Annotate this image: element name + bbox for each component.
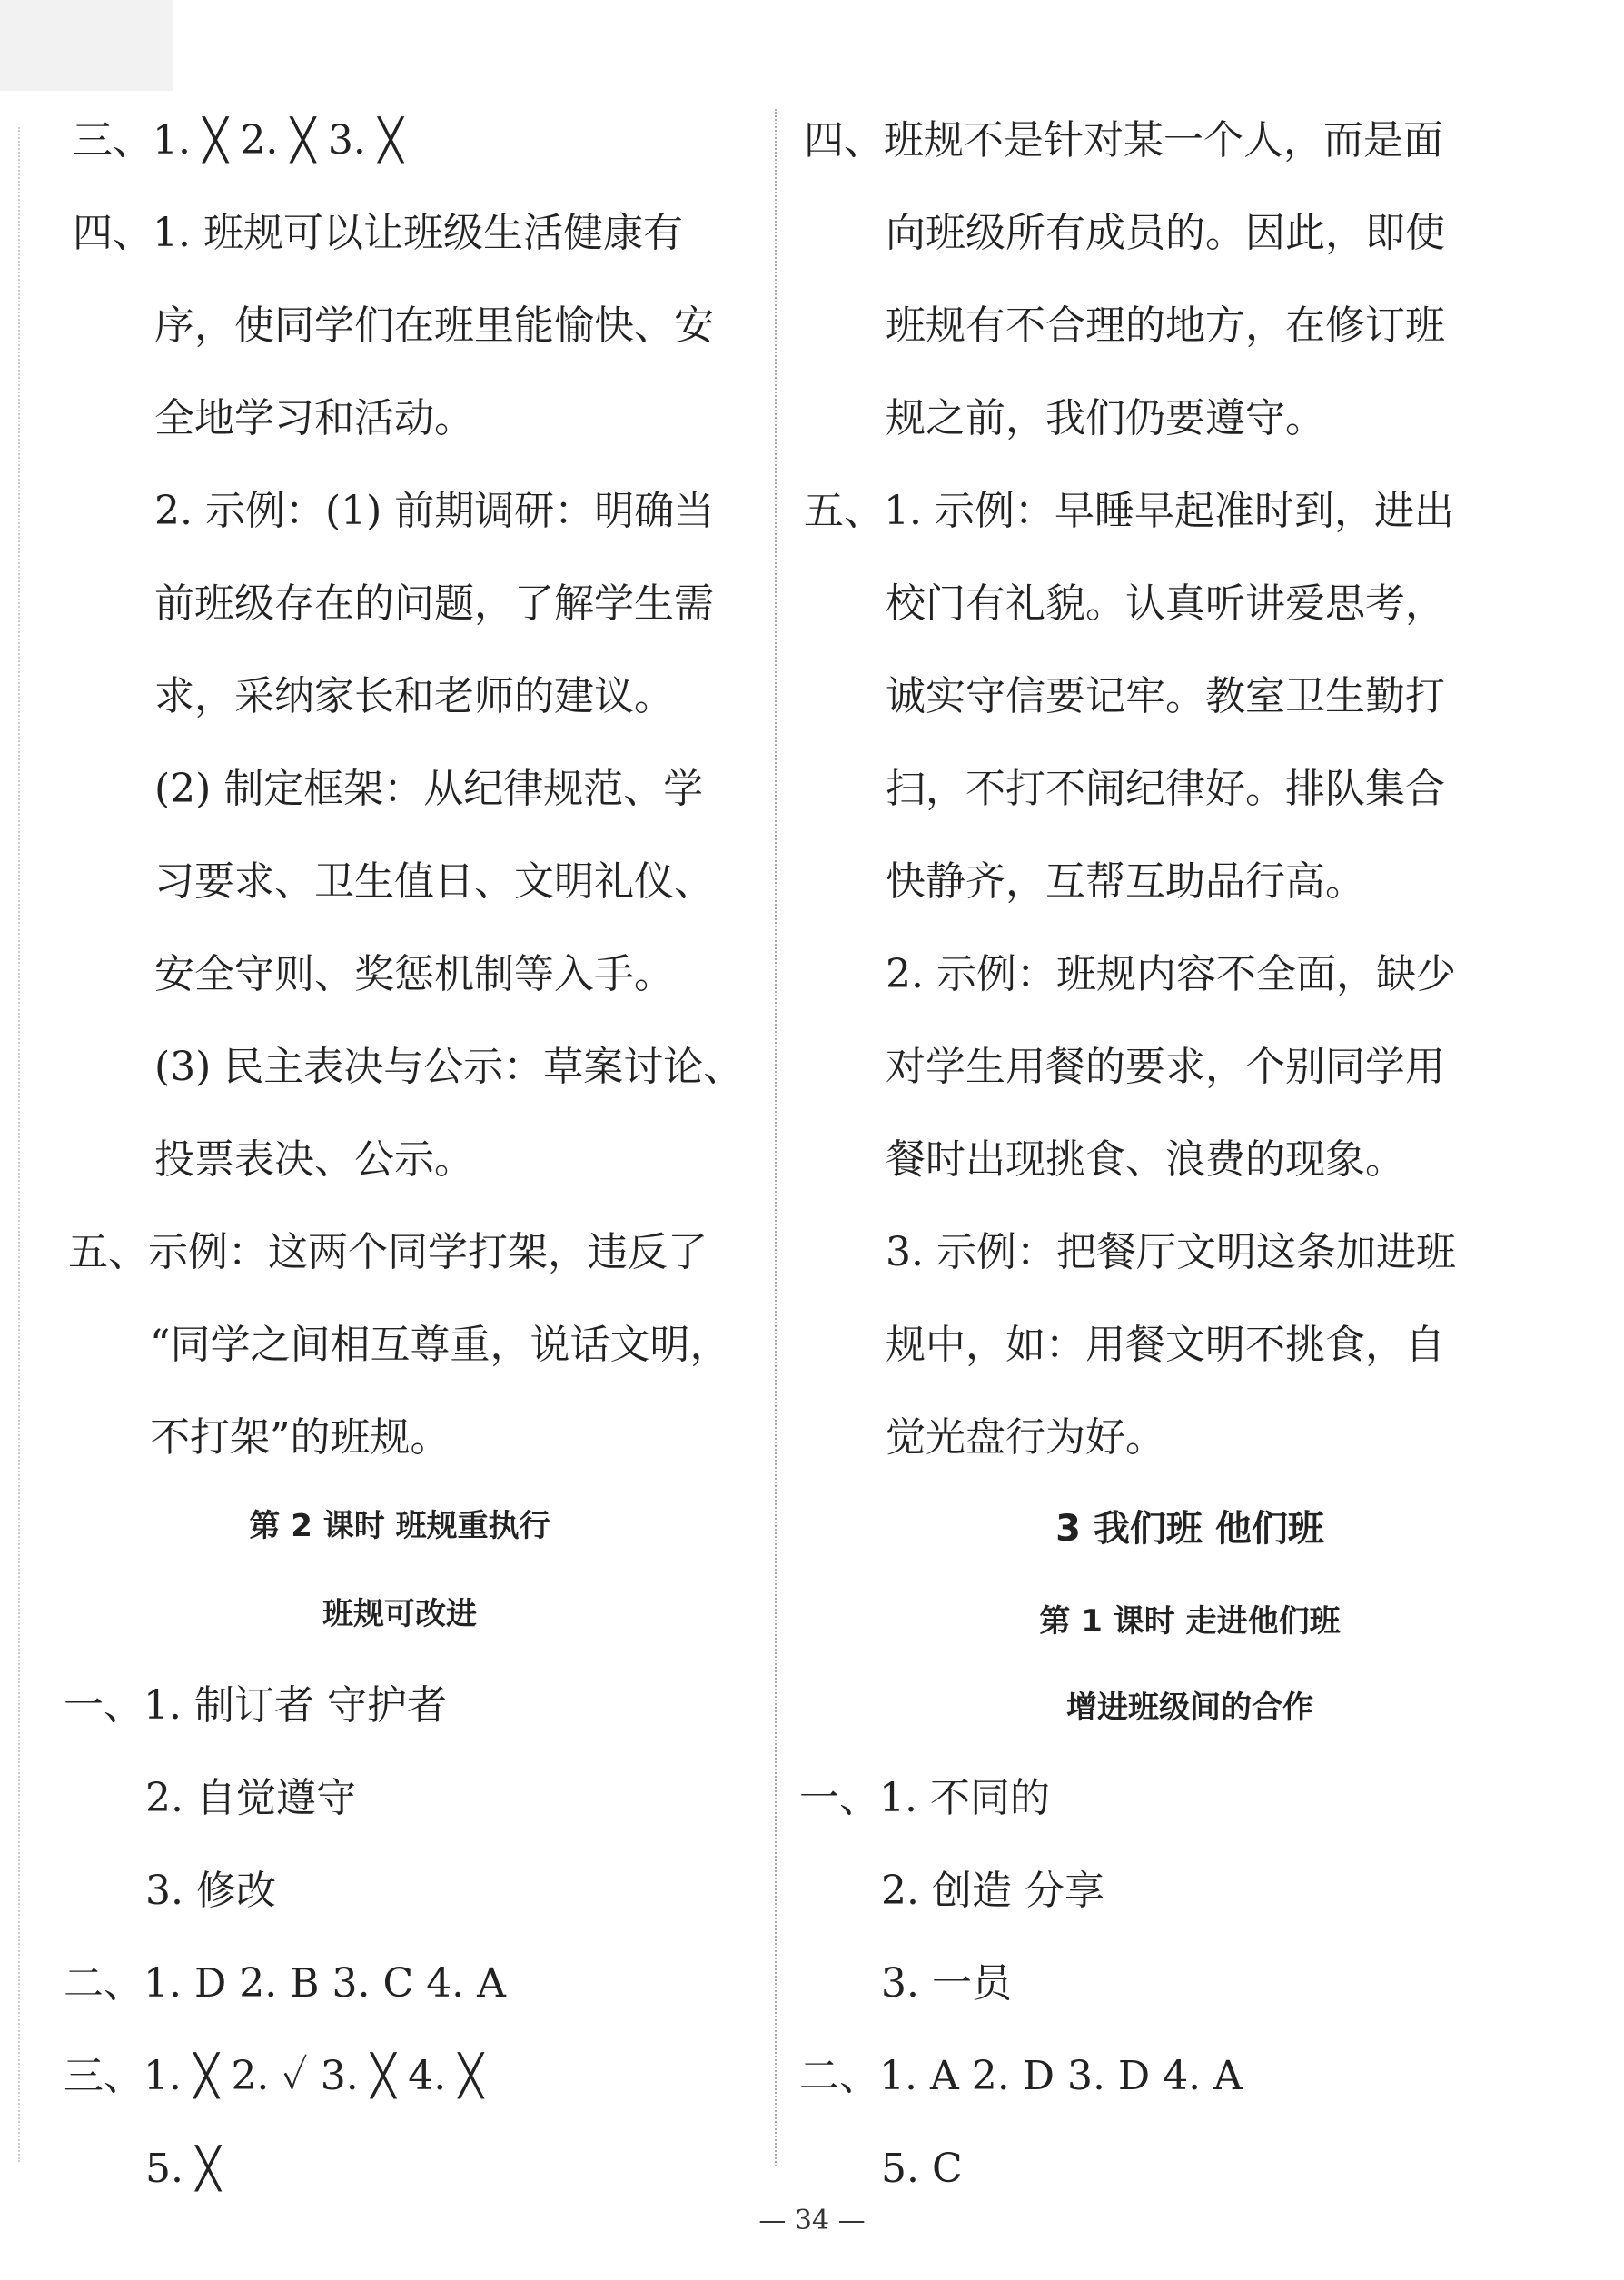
answer-line: 快静齐，互帮互助品行高。 [886,858,1365,905]
answer-line: 向班级所有成员的。因此，即使 [886,210,1445,256]
answer-line: 餐时出现挑食、浪费的现象。 [886,1136,1405,1183]
answer-line: 校门有礼貌。认真听讲爱思考， [886,580,1445,627]
answer-line: “同学之间相互尊重，说话文明， [150,1322,730,1368]
scan-corner-mark [0,0,173,91]
lesson-title: 第 1 课时 走进他们班 [1039,1603,1341,1640]
answer-line: 规之前，我们仍要遵守。 [886,395,1325,441]
answer-line: 规中，如：用餐文明不挑食，自 [886,1322,1445,1368]
answer-line: 求，采纳家长和老师的建议。 [154,673,674,719]
answer-line: 五、示例：这两个同学打架，违反了 [68,1229,708,1275]
answer-line: 5. ╳ [145,2146,221,2192]
answer-line: 2. 示例：班规内容不全面，缺少 [886,951,1456,997]
chapter-title: 3 我们班 他们班 [1055,1508,1324,1550]
answer-line: 2. 示例：(1) 前期调研：明确当 [154,488,715,534]
answer-line: 三、1. ╳ 2. ✓ 3. ╳ 4. ╳ [64,2053,483,2099]
answer-line: (3) 民主表决与公示：草案讨论、 [154,1044,744,1090]
answer-line: 习要求、卫生值日、文明礼仪、 [154,858,714,905]
page-number: — 34 — [758,2205,866,2236]
answer-line: 全地学习和活动。 [154,395,474,441]
section-title: 增进班级间的合作 [1066,1690,1313,1726]
answer-line: 一、1. 不同的 [799,1775,1050,1821]
answer-line: 诚实守信要记牢。教室卫生勤打 [886,673,1445,719]
answer-line: 觉光盘行为好。 [886,1414,1165,1461]
answer-line: (2) 制定框架：从纪律规范、学 [154,766,704,812]
answer-line: 3. 一员 [881,1960,1012,2007]
answer-line: 前班级存在的问题，了解学生需 [154,580,714,627]
answer-line: 三、1. ╳ 2. ╳ 3. ╳ [73,117,403,164]
answer-line: 五、1. 示例：早睡早起准时到，进出 [804,488,1454,534]
answer-line: 对学生用餐的要求，个别同学用 [886,1044,1445,1090]
lesson-title: 第 2 课时 班规重执行 [249,1508,550,1544]
answer-line: 二、1. D 2. B 3. C 4. A [64,1960,506,2007]
answer-line: 5. C [881,2146,963,2192]
section-title: 班规可改进 [322,1596,477,1632]
answer-line: 四、班规不是针对某一个人，而是面 [804,117,1443,164]
answer-line: 投票表决、公示。 [154,1136,474,1183]
answer-line: 扫，不打不闹纪律好。排队集合 [886,766,1445,812]
left-margin-rule [18,127,20,2162]
column-divider [775,109,777,2166]
answer-line: 四、1. 班规可以让班级生活健康有 [73,210,683,256]
answer-line: 3. 示例：把餐厅文明这条加进班 [886,1229,1456,1275]
answer-line: 序，使同学们在班里能愉快、安 [154,302,714,349]
answer-line: 2. 自觉遵守 [145,1775,356,1821]
answer-line: 3. 修改 [145,1868,276,1914]
answer-line: 安全守则、奖惩机制等入手。 [154,951,674,997]
answer-line: 2. 创造 分享 [881,1868,1104,1914]
answer-line: 不打架”的班规。 [150,1414,451,1461]
answer-line: 一、1. 制订者 守护者 [64,1682,447,1729]
answer-line: 二、1. A 2. D 3. D 4. A [799,2053,1243,2099]
answer-line: 班规有不合理的地方，在修订班 [886,302,1445,349]
